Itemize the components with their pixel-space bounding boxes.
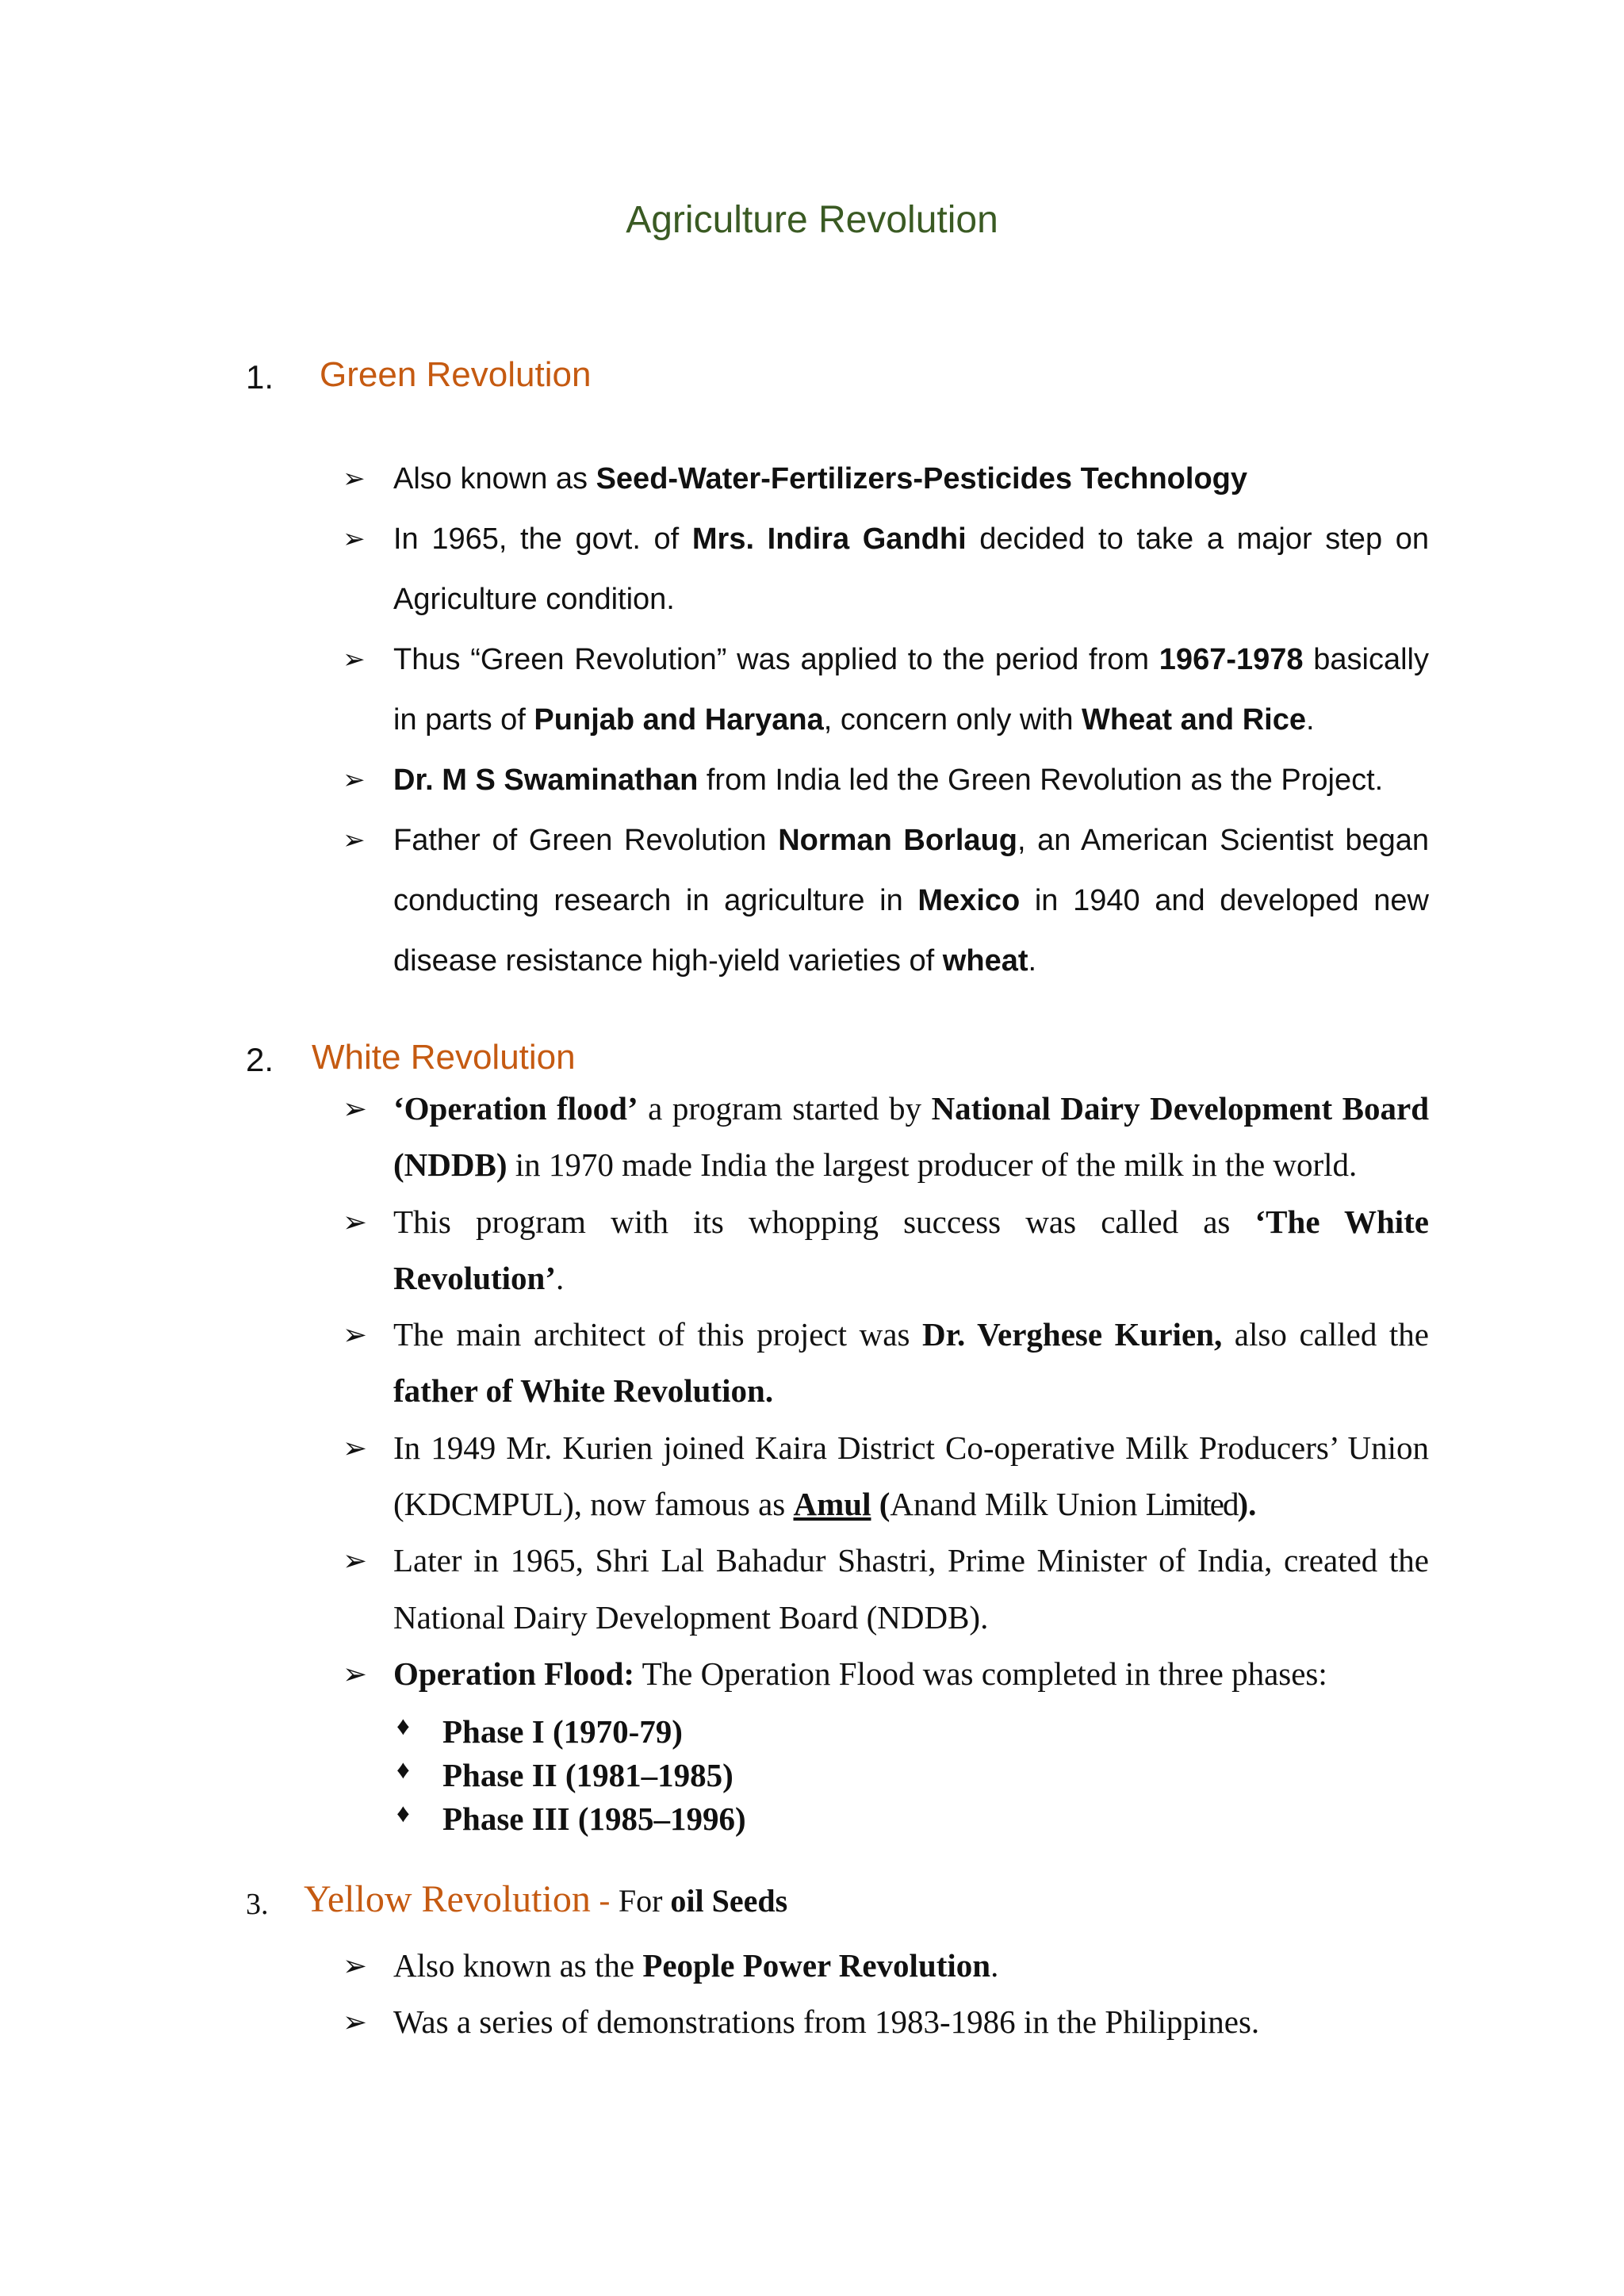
bullet-item xyxy=(343,629,1438,750)
bullet-item xyxy=(343,1420,1438,1533)
phase-label: Phase III (1985–1996) xyxy=(442,1800,746,1837)
text-run: . xyxy=(556,1259,565,1296)
title-suffix: For xyxy=(618,1883,671,1919)
text-run: Anand Milk Union xyxy=(890,1486,1146,1523)
arrow-bullet-icon: ➢ xyxy=(343,1950,367,1982)
text-run: a program started by xyxy=(638,1090,932,1127)
text-run: Also known as xyxy=(393,462,596,496)
bold-text: National Dairy Development Board (NDDB) xyxy=(393,1090,1438,1184)
arrow-bullet-icon: ➢ xyxy=(343,464,366,494)
bold-text xyxy=(871,1486,879,1522)
text-run: Limited xyxy=(1145,1486,1238,1523)
bold-text: wheat xyxy=(942,944,1028,978)
text-run: . xyxy=(1305,703,1315,737)
text-run: Father of Green Revolution xyxy=(393,824,779,857)
bold-text: Norman Borlaug xyxy=(778,824,1017,857)
section-number: 2. xyxy=(246,1041,274,1078)
text-run: The Operation Flood was completed in three phases: xyxy=(634,1655,1327,1692)
text-run: in 1940 and developed new disease resistance high-yield varieties of xyxy=(393,884,1438,978)
white-bullet-list xyxy=(343,1081,1438,1702)
text-run: In 1949 Mr. Kurien joined Kaira District Co-operative Milk Producers’ Union (KDCMPUL), now famous as xyxy=(393,1429,1438,1523)
text-run: . xyxy=(1028,944,1037,978)
text-run: In 1965, the govt. of xyxy=(393,522,692,556)
bullet-item xyxy=(343,750,1429,810)
bold-text: Wheat and Rice xyxy=(1082,703,1306,737)
text-run: also called the xyxy=(1222,1316,1438,1353)
bold-text: Dr. M S Swaminathan xyxy=(393,763,699,797)
bullet-item xyxy=(343,1646,1429,1702)
arrow-bullet-icon: ➢ xyxy=(343,765,366,795)
arrow-bullet-icon: ➢ xyxy=(343,1205,367,1238)
title-suffix-bold: oil Seeds xyxy=(670,1883,788,1919)
diamond-bullet-icon: ♦ xyxy=(396,1800,410,1828)
arrow-bullet-icon: ➢ xyxy=(343,2006,367,2038)
diamond-bullet-icon: ♦ xyxy=(396,1712,410,1741)
arrow-bullet-icon: ➢ xyxy=(343,1544,367,1578)
arrow-bullet-icon: ➢ xyxy=(343,1657,367,1690)
phase-label: Phase II (1981–1985) xyxy=(442,1757,733,1793)
text-run: , an American Scientist began conducting research in agriculture in xyxy=(393,824,1438,917)
section-title-green: Green Revolution xyxy=(320,355,592,394)
text-run: The main architect of this project was xyxy=(393,1316,923,1353)
bold-text: Mrs. Indira Gandhi xyxy=(691,522,967,556)
bold-text: Operation Flood: xyxy=(393,1655,635,1692)
bullet-item xyxy=(343,1994,1429,2050)
arrow-bullet-icon: ➢ xyxy=(343,825,366,855)
bullet-item xyxy=(343,1194,1438,1307)
text-run: Thus “Green Revolution” was applied to the period from xyxy=(393,643,1159,676)
bullet-item xyxy=(343,1307,1438,1420)
text-run: This program with its whopping success was called as xyxy=(393,1203,1255,1240)
section-title-white: White Revolution xyxy=(312,1038,576,1077)
bold-text: father of White Revolution. xyxy=(393,1372,774,1410)
text-run: Later in 1965, Shri Lal Bahadur Shastri, Prime Minister of India, created the National Dairy Development Board (NDDB). xyxy=(393,1542,1438,1636)
section-title-yellow: Yellow Revolution xyxy=(304,1878,591,1920)
bold-text: 1967-1978 xyxy=(1159,643,1304,676)
text-run: basically in parts of xyxy=(393,643,1438,737)
arrow-bullet-icon: ➢ xyxy=(343,1318,367,1352)
bold-text: ‘Operation flood’ xyxy=(393,1090,638,1127)
text-run: , concern only with xyxy=(823,703,1082,737)
document-title: Agriculture Revolution xyxy=(626,199,998,241)
section-number: 1. xyxy=(246,358,274,396)
diamond-bullet-icon: ♦ xyxy=(396,1756,410,1785)
bullet-item xyxy=(343,1081,1438,1194)
bold-text: People Power Revolution xyxy=(642,1947,991,1984)
bold-text: ‘The White Revolution’ xyxy=(393,1203,1438,1296)
text-run: decided to take a major step on Agriculture condition. xyxy=(393,522,1436,616)
text-run: . xyxy=(990,1947,999,1984)
underlined-text: Amul xyxy=(793,1486,871,1523)
bullet-item xyxy=(343,1938,1429,1994)
section-heading-yellow xyxy=(304,1877,787,1921)
bold-text: Mexico xyxy=(917,884,1021,917)
bold-text: ( xyxy=(879,1486,891,1523)
bullet-item xyxy=(343,810,1438,991)
arrow-bullet-icon: ➢ xyxy=(343,1431,367,1464)
bold-text: ). xyxy=(1237,1486,1257,1523)
arrow-bullet-icon: ➢ xyxy=(343,645,366,675)
bullet-item xyxy=(343,1533,1438,1646)
text-run: from India led the Green Revolution as the Project. xyxy=(698,763,1384,797)
text-run: Also known as the xyxy=(393,1947,643,1984)
text-run: in 1970 made India the largest producer of the milk in the world. xyxy=(507,1146,1358,1184)
bold-text: Seed-Water-Fertilizers-Pesticides Technology xyxy=(596,462,1248,496)
arrow-bullet-icon: ➢ xyxy=(343,524,366,554)
title-dash: - xyxy=(590,1883,619,1919)
phase-label: Phase I (1970-79) xyxy=(442,1713,683,1750)
text-run: Was a series of demonstrations from 1983-1986 in the Philippines. xyxy=(393,2003,1260,2040)
section-number: 3. xyxy=(246,1888,269,1921)
green-bullet-list xyxy=(343,449,1438,991)
bold-text: Dr. Verghese Kurien, xyxy=(922,1316,1223,1353)
bullet-item xyxy=(343,509,1436,629)
bold-text: Punjab and Haryana xyxy=(534,703,824,737)
yellow-bullet-list xyxy=(343,1938,1429,2050)
bullet-item xyxy=(343,449,1429,509)
arrow-bullet-icon: ➢ xyxy=(343,1093,367,1125)
